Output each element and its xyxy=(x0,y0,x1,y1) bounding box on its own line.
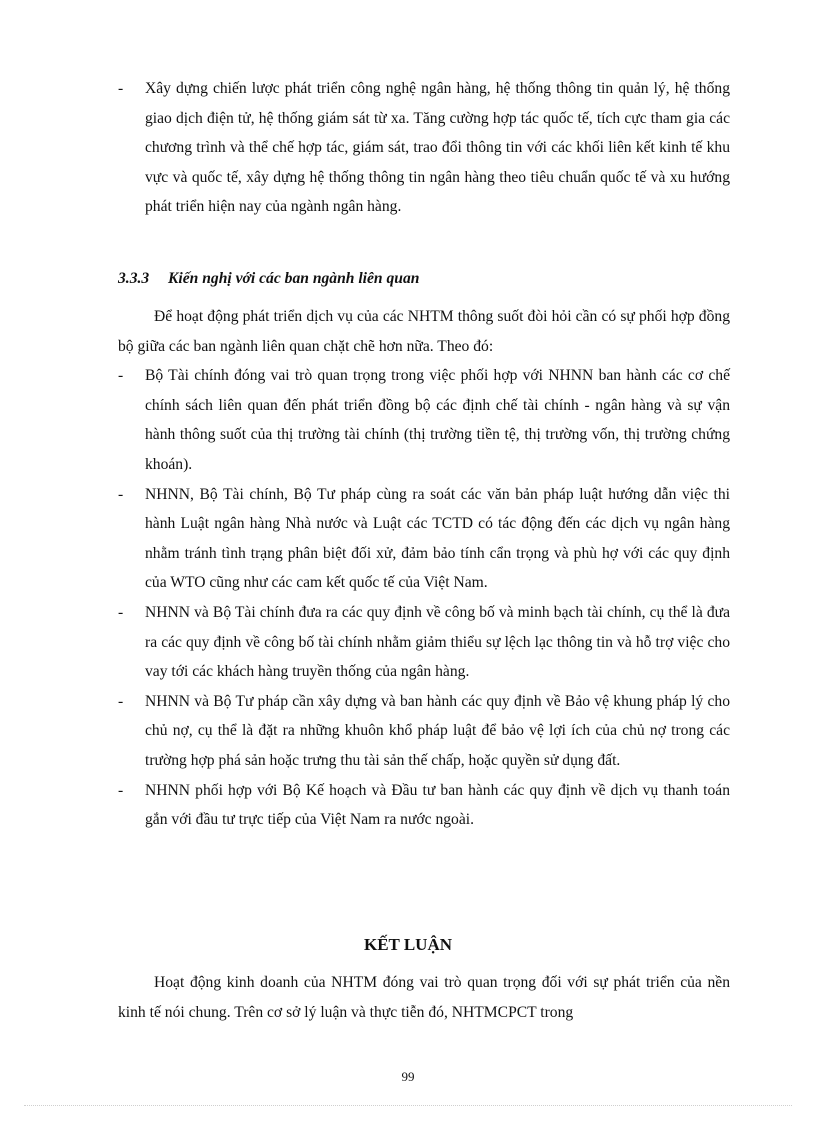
section-heading xyxy=(118,264,730,294)
bullet-text: NHNN và Bộ Tư pháp cần xây dựng và ban hành các quy định về Bảo vệ khung pháp lý cho chủ nợ, cụ thể là đặt ra những khuôn khổ pháp luật để bảo vệ lợi ích của chủ nợ trong các trường hợp phá sản hoặc trưng thu tài sản thế chấp, hoặc quyền sử dụng đất. xyxy=(145,692,730,769)
top-bullet-block xyxy=(118,74,730,222)
bullet-text: NHNN, Bộ Tài chính, Bộ Tư pháp cùng ra soát các văn bản pháp luật hướng dẫn việc thi hành Luật ngân hàng Nhà nước và Luật các TCTD có tác động đến các dịch vụ ngân hàng nhằm tránh tình trạng phân biệt đối xử, đảm bảo tính cẩn trọng và phù hợ với các quy định của WTO cũng như các cam kết quốc tế của Việt Nam. xyxy=(145,485,730,592)
bullet-dash: - xyxy=(118,603,124,621)
bullet-text: Bộ Tài chính đóng vai trò quan trọng trong việc phối hợp với NHNN ban hành các cơ chế chính sách liên quan đến phát triển đồng bộ các định chế tài chính - ngân hàng và sự vận hành thông suốt của thị trường tài chính (thị trường tiền tệ, thị trường vốn, thị trường chứng khoán). xyxy=(145,367,730,473)
bullet-dash: - xyxy=(118,781,124,799)
bullet-item xyxy=(118,361,730,479)
conclusion-title: KẾT LUẬN xyxy=(363,935,452,954)
conclusion-text: Hoạt động kinh doanh của NHTM đóng vai trò quan trọng đối với sự phát triển của nền kinh tế nói chung. Trên cơ sở lý luận và thực tiễn đó, NHTMCPCT trong xyxy=(118,974,730,1021)
section-number: 3.3.3 xyxy=(118,270,150,287)
section-title: Kiến nghị với các ban ngành liên quan xyxy=(168,270,420,287)
bullet-text: NHNN và Bộ Tài chính đưa ra các quy định về công bố và minh bạch tài chính, cụ thể là đưa ra các quy định về công bố tài chính nhằm giảm thiểu sự lệch lạc thông tin và hỗ trợ việc cho vay tới các khách hàng truyền thống của ngân hàng. xyxy=(145,603,730,681)
bullet-item xyxy=(118,480,730,598)
bullet-dash: - xyxy=(118,692,124,710)
bullet-dash: - xyxy=(118,80,124,97)
page-number: 99 xyxy=(401,1069,415,1084)
bullet-item xyxy=(118,776,730,835)
bullet-text: Xây dựng chiến lược phát triển công nghệ ngân hàng, hệ thống thông tin quản lý, hệ thống giao dịch điện tử, hệ thống giám sát từ xa. Tăng cường hợp tác quốc tế, tích cực tham gia các chương trình và thể chế hợp tác, giám sát, trao đổi thông tin với các khối liên kết kinh tế khu vực và quốc tế, xây dựng hệ thống thông tin ngân hàng theo tiêu chuẩn quốc tế và xu hướng phát triển hiện nay của ngành ngân hàng. xyxy=(145,80,730,216)
bullet-text: NHNN phối hợp với Bộ Kế hoạch và Đầu tư ban hành các quy định về dịch vụ thanh toán gắn với đầu tư trực tiếp của Việt Nam ra nước ngoài. xyxy=(145,781,730,829)
bullet-dash: - xyxy=(118,485,124,503)
page-bottom-divider xyxy=(24,1105,792,1106)
bullet-dash: - xyxy=(118,367,124,385)
bullet-item xyxy=(118,598,730,687)
conclusion-body xyxy=(118,968,730,1027)
bullet-item xyxy=(118,687,730,776)
section-intro: Để hoạt động phát triển dịch vụ của các NHTM thông suốt đòi hỏi cần có sự phối hợp đồng bộ giữa các ban ngành liên quan chặt chẽ hơn nữa. Theo đó: xyxy=(118,308,730,355)
section-body xyxy=(118,302,730,835)
bullet-item xyxy=(118,74,730,222)
